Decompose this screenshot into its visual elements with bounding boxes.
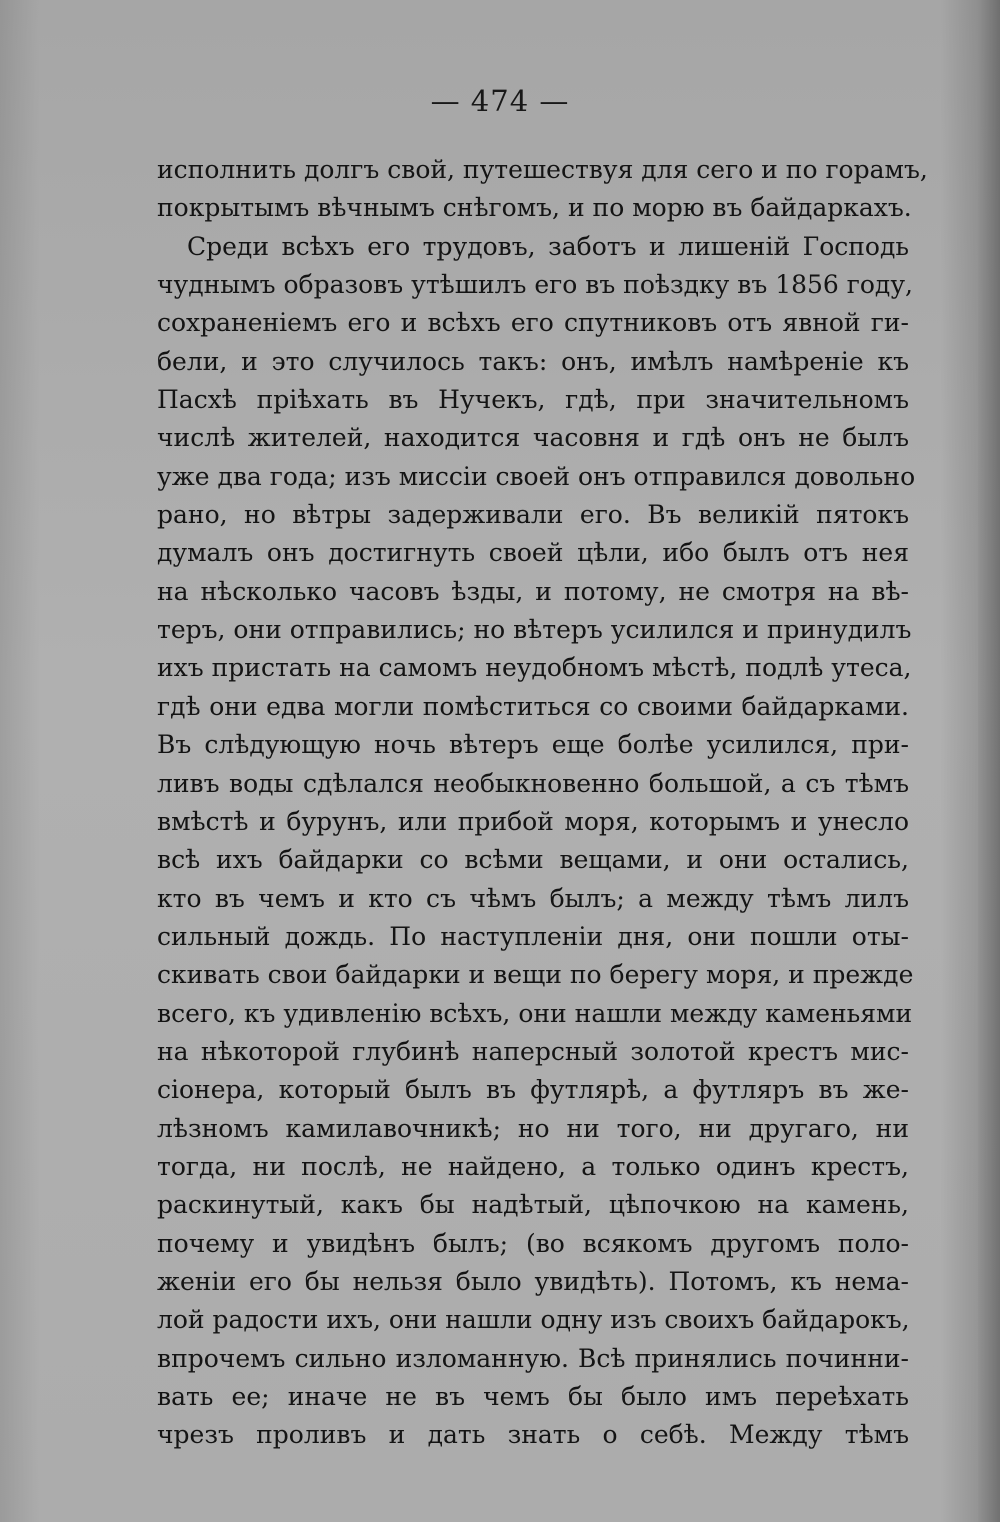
text-line: числѣ жителей, находится часовня и гдѣ онъ не былъ: [157, 423, 909, 453]
text-line: бели, и это случилось такъ: онъ, имѣлъ намѣреніе къ: [157, 346, 909, 376]
text-line: покрытымъ вѣчнымъ снѣгомъ, и по морю въ байдаркахъ.: [157, 193, 912, 223]
text-line: ихъ пристать на самомъ неудобномъ мѣстѣ, подлѣ утеса,: [157, 653, 912, 683]
text-line: сіонера, который былъ въ футлярѣ, а футляръ въ же-: [157, 1075, 909, 1105]
text-line: ливъ воды сдѣлался необыкновенно большой, а съ тѣмъ: [157, 768, 909, 798]
text-line: думалъ онъ достигнуть своей цѣли, ибо былъ отъ нея: [157, 538, 909, 568]
text-line: лой радости ихъ, они нашли одну изъ своихъ байдарокъ,: [157, 1305, 910, 1335]
text-line: чуднымъ образовъ утѣшилъ его въ поѣздку въ 1856 году,: [157, 270, 913, 300]
text-line: исполнить долгъ свой, путешествуя для сего и по горамъ,: [157, 155, 928, 184]
page-number: — 474 —: [430, 84, 570, 118]
text-line: рано, но вѣтры задерживали его. Въ великій пятокъ: [157, 500, 909, 530]
text-line: кто въ чемъ и кто съ чѣмъ былъ; а между тѣмъ лилъ: [157, 883, 909, 913]
text-line: Пасхѣ пріѣхать въ Нучекъ, гдѣ, при значительномъ: [157, 385, 909, 415]
text-line: всѣ ихъ байдарки со всѣми вещами, и они остались,: [157, 845, 909, 875]
text-line: сильный дождь. По наступленіи дня, они пошли оты-: [157, 921, 909, 951]
text-line: почему и увидѣнъ былъ; (во всякомъ другомъ поло-: [157, 1228, 909, 1258]
text-line: на нѣкоторой глубинѣ наперсный золотой крестъ мис-: [157, 1036, 909, 1066]
text-line: всего, къ удивленію всѣхъ, они нашли между каменьями: [157, 998, 913, 1028]
text-line: гдѣ они едва могли помѣститься со своими байдарками.: [157, 691, 909, 721]
text-line: вать ее; иначе не въ чемъ бы было имъ переѣхать: [157, 1382, 909, 1411]
text-line: Въ слѣдующую ночь вѣтеръ еще болѣе усилился, при-: [157, 730, 909, 760]
text-line: сохраненіемъ его и всѣхъ его спутниковъ отъ явной ги-: [157, 308, 909, 338]
text-line: вмѣстѣ и бурунъ, или прибой моря, которымъ и унесло: [157, 806, 909, 836]
text-line: тогда, ни послѣ, не найдено, а только одинъ крестъ,: [157, 1151, 909, 1181]
text-line: скивать свои байдарки и вещи по берегу моря, и прежде: [157, 960, 914, 990]
text-line: раскинутый, какъ бы надѣтый, цѣпочкою на камень,: [157, 1190, 909, 1220]
page-edge-shadow: [978, 0, 1000, 1522]
text-line: на нѣсколько часовъ ѣзды, и потому, не смотря на вѣ-: [157, 576, 909, 606]
text-line: женіи его бы нельзя было увидѣть). Потомъ, къ нема-: [157, 1266, 909, 1296]
text-line: впрочемъ сильно изломанную. Всѣ принялись починни-: [157, 1343, 909, 1373]
text-line: лѣзномъ камилавочникѣ; но ни того, ни другаго, ни: [157, 1113, 909, 1143]
text-line: уже два года; изъ миссіи своей онъ отправился довольно: [157, 461, 916, 491]
text-line: чрезъ проливъ и дать знать о себѣ. Между тѣмъ: [157, 1420, 909, 1450]
body-text: [157, 151, 928, 1455]
text-line: теръ, они отправились; но вѣтеръ усилился и принудилъ: [157, 615, 912, 645]
text-line: Среди всѣхъ его трудовъ, заботъ и лишеній Господь: [187, 231, 909, 261]
